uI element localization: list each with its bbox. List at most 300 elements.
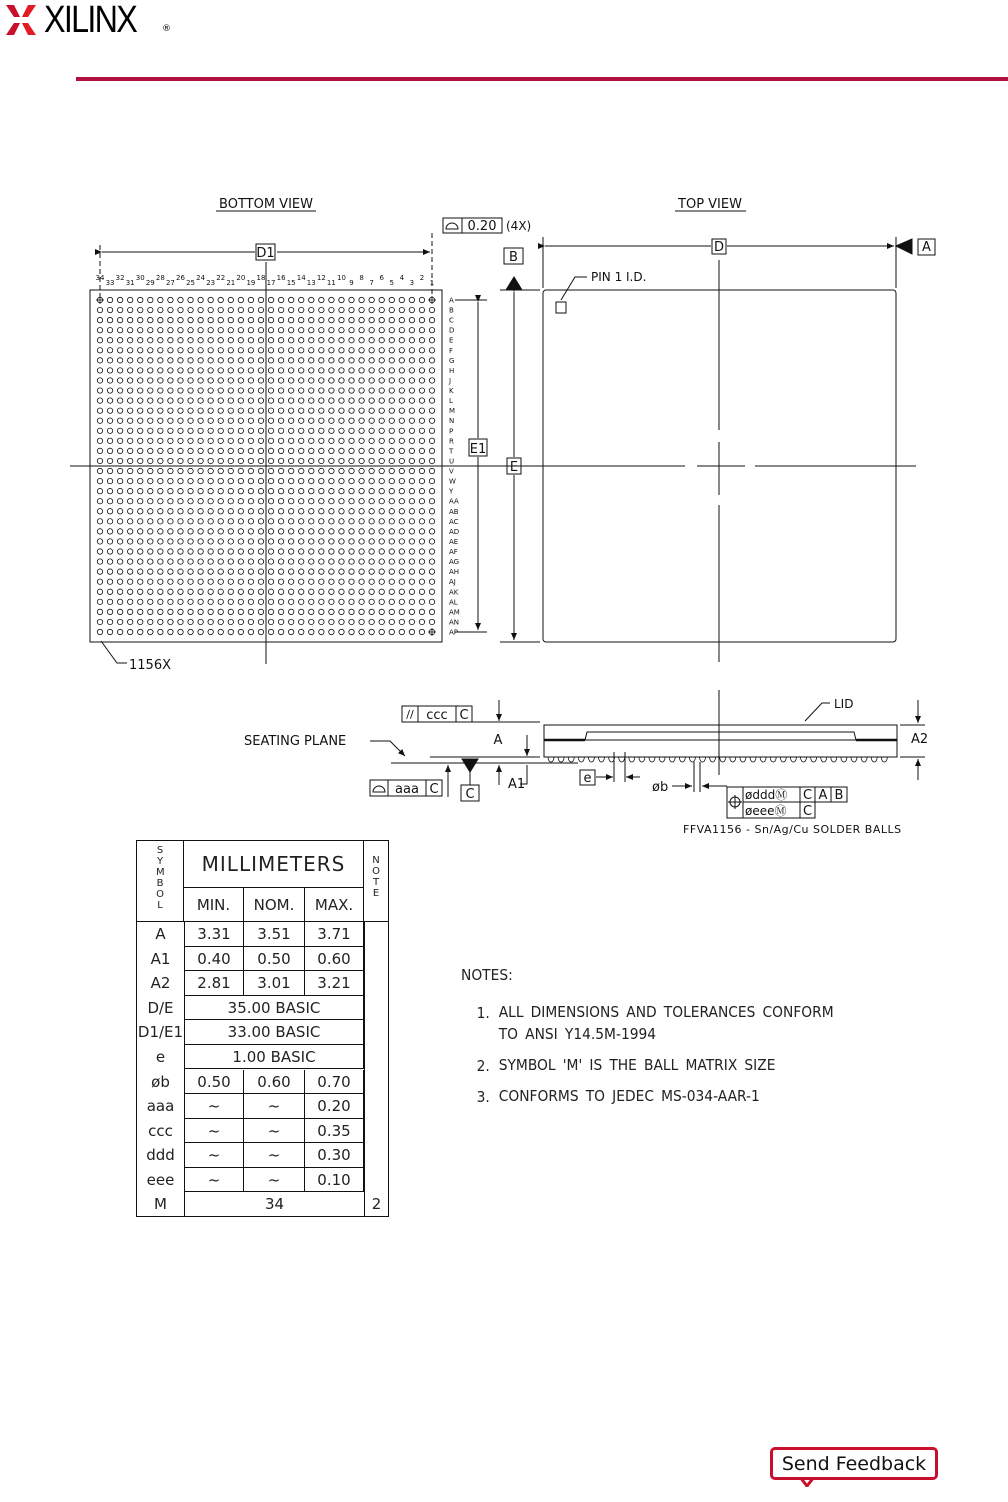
row-label: L xyxy=(449,397,453,406)
solder-ball xyxy=(198,509,203,514)
solder-ball xyxy=(349,358,354,363)
solder-ball xyxy=(359,378,364,383)
solder-ball xyxy=(138,559,143,564)
solder-ball xyxy=(97,629,102,634)
solder-ball xyxy=(399,338,404,343)
solder-ball xyxy=(258,358,263,363)
solder-ball xyxy=(349,529,354,534)
note-item xyxy=(461,1057,834,1076)
row-label: K xyxy=(449,387,454,396)
solder-ball xyxy=(208,549,213,554)
solder-ball xyxy=(238,307,243,312)
side-ball xyxy=(639,757,645,762)
solder-ball xyxy=(319,519,324,524)
spec-nom: 3.51 xyxy=(244,922,305,947)
solder-ball xyxy=(399,348,404,353)
min-header: MIN. xyxy=(184,888,244,922)
solder-ball xyxy=(228,428,233,433)
solder-ball xyxy=(148,368,153,373)
dim-a1-label: A1 xyxy=(508,777,526,792)
max-header: MAX. xyxy=(305,888,364,922)
solder-ball xyxy=(339,488,344,493)
solder-ball xyxy=(268,499,273,504)
solder-ball xyxy=(228,418,233,423)
solder-ball xyxy=(379,317,384,322)
spec-symbol: A2 xyxy=(150,974,171,993)
solder-ball xyxy=(309,488,314,493)
solder-ball xyxy=(198,408,203,413)
solder-ball xyxy=(389,388,394,393)
e1-label: E1 xyxy=(469,442,487,457)
solder-ball xyxy=(198,297,203,302)
solder-ball xyxy=(228,307,233,312)
solder-ball xyxy=(319,599,324,604)
solder-ball xyxy=(329,549,334,554)
solder-ball xyxy=(188,599,193,604)
fcf-eee-datum-c: C xyxy=(802,804,813,819)
solder-ball xyxy=(309,549,314,554)
solder-ball xyxy=(198,388,203,393)
solder-ball xyxy=(399,358,404,363)
solder-ball xyxy=(319,569,324,574)
solder-ball xyxy=(117,297,122,302)
solder-ball xyxy=(107,529,112,534)
solder-ball xyxy=(399,327,404,332)
solder-ball xyxy=(158,539,163,544)
solder-ball xyxy=(268,609,273,614)
solder-ball xyxy=(117,579,122,584)
solder-balls-label: FFVA1156 - Sn/Ag/Cu SOLDER BALLS xyxy=(683,823,902,836)
solder-ball xyxy=(117,529,122,534)
solder-ball xyxy=(127,629,132,634)
solder-ball xyxy=(369,619,374,624)
column-label: 21 xyxy=(226,279,236,287)
solder-ball xyxy=(148,317,153,322)
solder-ball xyxy=(248,629,253,634)
solder-ball xyxy=(198,629,203,634)
solder-ball xyxy=(117,629,122,634)
solder-ball xyxy=(178,317,183,322)
row-label: D xyxy=(449,326,455,335)
solder-ball xyxy=(138,338,143,343)
solder-ball xyxy=(288,438,293,443)
registered-mark: ® xyxy=(162,24,171,34)
spec-span-value: 34 xyxy=(264,1195,285,1214)
row-label: AK xyxy=(449,588,459,597)
solder-ball xyxy=(148,519,153,524)
solder-ball xyxy=(309,388,314,393)
solder-ball xyxy=(158,418,163,423)
solder-ball xyxy=(309,629,314,634)
solder-ball xyxy=(369,629,374,634)
row-label: C xyxy=(449,316,454,325)
spec-max: 3.71 xyxy=(305,922,364,947)
solder-ball xyxy=(107,519,112,524)
row-label: H xyxy=(449,366,455,375)
solder-ball xyxy=(208,619,213,624)
solder-ball xyxy=(117,539,122,544)
solder-ball xyxy=(188,579,193,584)
solder-ball xyxy=(158,307,163,312)
row-label: V xyxy=(449,467,454,476)
solder-ball xyxy=(158,398,163,403)
solder-ball xyxy=(309,609,314,614)
solder-ball xyxy=(107,509,112,514)
solder-ball xyxy=(228,499,233,504)
solder-ball xyxy=(107,438,112,443)
pin1-marker xyxy=(556,302,566,313)
solder-ball xyxy=(369,307,374,312)
solder-ball xyxy=(288,599,293,604)
send-feedback-button[interactable]: Send Feedback xyxy=(770,1447,938,1480)
solder-ball xyxy=(138,398,143,403)
solder-ball xyxy=(158,609,163,614)
solder-ball xyxy=(198,468,203,473)
solder-ball xyxy=(168,579,173,584)
solder-ball xyxy=(369,499,374,504)
solder-ball xyxy=(158,529,163,534)
solder-ball xyxy=(248,448,253,453)
solder-ball xyxy=(248,569,253,574)
solder-ball xyxy=(238,408,243,413)
solder-ball xyxy=(288,549,293,554)
solder-ball xyxy=(208,499,213,504)
solder-ball xyxy=(288,418,293,423)
solder-ball xyxy=(208,307,213,312)
solder-ball xyxy=(278,599,283,604)
solder-ball xyxy=(228,378,233,383)
solder-ball xyxy=(117,408,122,413)
solder-ball xyxy=(309,569,314,574)
solder-ball xyxy=(369,458,374,463)
solder-ball xyxy=(238,509,243,514)
solder-ball xyxy=(218,358,223,363)
solder-ball xyxy=(389,609,394,614)
side-ball xyxy=(730,757,736,762)
solder-ball xyxy=(148,629,153,634)
solder-ball xyxy=(409,519,414,524)
solder-ball xyxy=(349,599,354,604)
solder-ball xyxy=(389,378,394,383)
solder-ball xyxy=(339,408,344,413)
solder-ball xyxy=(268,348,273,353)
side-balls xyxy=(548,757,887,762)
solder-ball xyxy=(339,579,344,584)
solder-ball xyxy=(198,619,203,624)
column-label: 25 xyxy=(186,279,196,287)
solder-ball xyxy=(178,297,183,302)
solder-ball xyxy=(168,519,173,524)
solder-ball xyxy=(339,418,344,423)
solder-ball xyxy=(349,629,354,634)
solder-ball xyxy=(127,609,132,614)
solder-ball xyxy=(268,438,273,443)
solder-ball xyxy=(188,418,193,423)
solder-ball xyxy=(299,589,304,594)
solder-ball xyxy=(198,428,203,433)
solder-ball xyxy=(349,438,354,443)
solder-ball xyxy=(359,569,364,574)
solder-ball xyxy=(409,458,414,463)
solder-ball xyxy=(178,458,183,463)
solder-ball xyxy=(198,418,203,423)
solder-ball xyxy=(399,529,404,534)
solder-ball xyxy=(288,529,293,534)
solder-ball xyxy=(208,488,213,493)
solder-ball xyxy=(339,448,344,453)
solder-ball xyxy=(299,499,304,504)
aaa-datum: C xyxy=(429,782,439,797)
solder-ball xyxy=(238,348,243,353)
solder-ball xyxy=(329,589,334,594)
solder-ball xyxy=(349,559,354,564)
spec-nom: 0.60 xyxy=(244,1070,305,1095)
symbol-header: SYMBOL xyxy=(137,841,184,922)
solder-ball xyxy=(238,297,243,302)
solder-ball xyxy=(419,629,424,634)
solder-ball xyxy=(399,619,404,624)
solder-ball xyxy=(429,499,434,504)
solder-ball xyxy=(389,428,394,433)
solder-ball xyxy=(188,499,193,504)
solder-ball xyxy=(117,348,122,353)
solder-ball xyxy=(168,408,173,413)
solder-ball xyxy=(268,579,273,584)
solder-ball xyxy=(309,317,314,322)
solder-ball xyxy=(319,619,324,624)
note-header: NOTE xyxy=(364,841,388,922)
solder-ball xyxy=(409,368,414,373)
solder-ball xyxy=(359,549,364,554)
solder-ball xyxy=(359,478,364,483)
solder-ball xyxy=(258,327,263,332)
solder-ball xyxy=(178,559,183,564)
solder-ball xyxy=(228,398,233,403)
solder-ball xyxy=(97,378,102,383)
solder-ball xyxy=(238,569,243,574)
solder-ball xyxy=(379,418,384,423)
solder-ball xyxy=(429,368,434,373)
solder-ball xyxy=(399,599,404,604)
solder-ball xyxy=(419,599,424,604)
solder-ball xyxy=(429,408,434,413)
profile-icon xyxy=(373,786,385,792)
solder-ball xyxy=(127,368,132,373)
solder-ball xyxy=(168,338,173,343)
solder-ball xyxy=(238,559,243,564)
dim-a-label: A xyxy=(493,733,503,748)
solder-ball xyxy=(138,327,143,332)
solder-ball xyxy=(107,478,112,483)
solder-ball xyxy=(117,428,122,433)
solder-ball xyxy=(117,368,122,373)
solder-ball xyxy=(288,499,293,504)
solder-ball xyxy=(349,609,354,614)
solder-ball xyxy=(178,307,183,312)
solder-ball xyxy=(339,589,344,594)
solder-ball xyxy=(369,488,374,493)
solder-ball xyxy=(138,488,143,493)
solder-ball xyxy=(369,549,374,554)
solder-ball xyxy=(178,398,183,403)
solder-ball xyxy=(399,549,404,554)
solder-ball xyxy=(107,559,112,564)
solder-ball xyxy=(299,307,304,312)
solder-ball xyxy=(127,297,132,302)
spec-symbol: D1/E1 xyxy=(137,1023,184,1042)
solder-ball xyxy=(319,338,324,343)
solder-ball xyxy=(258,408,263,413)
solder-ball xyxy=(429,438,434,443)
solder-ball xyxy=(148,358,153,363)
solder-ball xyxy=(369,358,374,363)
solder-ball xyxy=(228,368,233,373)
top-view xyxy=(460,197,935,662)
solder-ball xyxy=(158,378,163,383)
solder-ball xyxy=(429,599,434,604)
solder-ball xyxy=(299,569,304,574)
solder-ball xyxy=(389,599,394,604)
solder-ball xyxy=(329,388,334,393)
solder-ball xyxy=(359,499,364,504)
solder-ball xyxy=(148,529,153,534)
solder-ball xyxy=(168,458,173,463)
solder-ball xyxy=(379,549,384,554)
solder-ball xyxy=(158,519,163,524)
solder-ball xyxy=(218,468,223,473)
solder-ball xyxy=(248,549,253,554)
side-ball xyxy=(760,757,766,762)
solder-ball xyxy=(208,448,213,453)
solder-ball xyxy=(389,448,394,453)
solder-ball xyxy=(419,418,424,423)
solder-ball xyxy=(329,579,334,584)
solder-ball xyxy=(248,398,253,403)
solder-ball xyxy=(148,378,153,383)
solder-ball xyxy=(218,428,223,433)
solder-ball xyxy=(319,438,324,443)
row-label: G xyxy=(449,356,455,365)
row-label: T xyxy=(449,447,454,456)
solder-ball xyxy=(319,317,324,322)
solder-ball xyxy=(238,438,243,443)
column-label: 2 xyxy=(419,274,425,282)
solder-ball xyxy=(208,438,213,443)
solder-ball xyxy=(238,368,243,373)
solder-ball xyxy=(238,418,243,423)
solder-ball xyxy=(258,519,263,524)
solder-ball xyxy=(138,579,143,584)
solder-ball xyxy=(178,529,183,534)
solder-ball xyxy=(299,297,304,302)
side-ball xyxy=(811,757,817,762)
column-label: 19 xyxy=(246,279,256,287)
solder-ball xyxy=(258,629,263,634)
solder-ball xyxy=(288,478,293,483)
solder-ball xyxy=(329,478,334,483)
solder-ball xyxy=(268,488,273,493)
solder-ball xyxy=(389,488,394,493)
row-label: M xyxy=(449,407,456,416)
solder-ball xyxy=(278,529,283,534)
solder-ball xyxy=(168,559,173,564)
solder-ball xyxy=(248,358,253,363)
row-label: Y xyxy=(449,487,454,496)
solder-ball xyxy=(258,378,263,383)
solder-ball xyxy=(107,338,112,343)
solder-ball xyxy=(208,297,213,302)
solder-ball xyxy=(349,499,354,504)
solder-ball xyxy=(329,348,334,353)
solder-ball xyxy=(278,438,283,443)
solder-ball xyxy=(409,297,414,302)
column-label: 24 xyxy=(196,274,206,282)
solder-ball xyxy=(409,408,414,413)
solder-ball xyxy=(278,619,283,624)
solder-ball xyxy=(339,499,344,504)
side-ball xyxy=(821,757,827,762)
solder-ball xyxy=(107,327,112,332)
solder-ball xyxy=(97,499,102,504)
solder-ball xyxy=(208,358,213,363)
solder-ball xyxy=(148,509,153,514)
solder-ball xyxy=(299,438,304,443)
spec-symbol: D/E xyxy=(147,998,174,1017)
solder-ball xyxy=(228,388,233,393)
solder-ball xyxy=(309,448,314,453)
solder-ball xyxy=(218,398,223,403)
solder-ball xyxy=(409,509,414,514)
solder-ball xyxy=(359,327,364,332)
solder-ball xyxy=(107,458,112,463)
spec-note: 2 xyxy=(371,1195,382,1214)
solder-ball xyxy=(158,619,163,624)
solder-ball xyxy=(248,388,253,393)
solder-ball xyxy=(409,599,414,604)
solder-ball xyxy=(248,378,253,383)
parallel-icon: // xyxy=(406,708,414,721)
solder-ball xyxy=(178,368,183,373)
solder-ball xyxy=(309,529,314,534)
solder-ball xyxy=(178,338,183,343)
solder-ball xyxy=(97,358,102,363)
solder-ball xyxy=(319,509,324,514)
solder-ball xyxy=(349,569,354,574)
column-label: 18 xyxy=(256,274,266,282)
solder-ball xyxy=(389,629,394,634)
solder-ball xyxy=(218,519,223,524)
solder-ball xyxy=(127,398,132,403)
solder-ball xyxy=(188,348,193,353)
side-ball xyxy=(790,757,796,762)
solder-ball xyxy=(168,327,173,332)
solder-ball xyxy=(278,297,283,302)
solder-ball xyxy=(198,499,203,504)
solder-ball xyxy=(278,317,283,322)
solder-ball xyxy=(127,317,132,322)
solder-ball xyxy=(379,388,384,393)
solder-ball xyxy=(158,549,163,554)
solder-ball xyxy=(198,327,203,332)
solder-ball xyxy=(369,448,374,453)
solder-ball xyxy=(359,448,364,453)
solder-ball xyxy=(248,478,253,483)
solder-ball xyxy=(309,297,314,302)
solder-ball xyxy=(208,589,213,594)
solder-ball xyxy=(278,408,283,413)
side-ball xyxy=(629,757,635,762)
solder-ball xyxy=(148,499,153,504)
